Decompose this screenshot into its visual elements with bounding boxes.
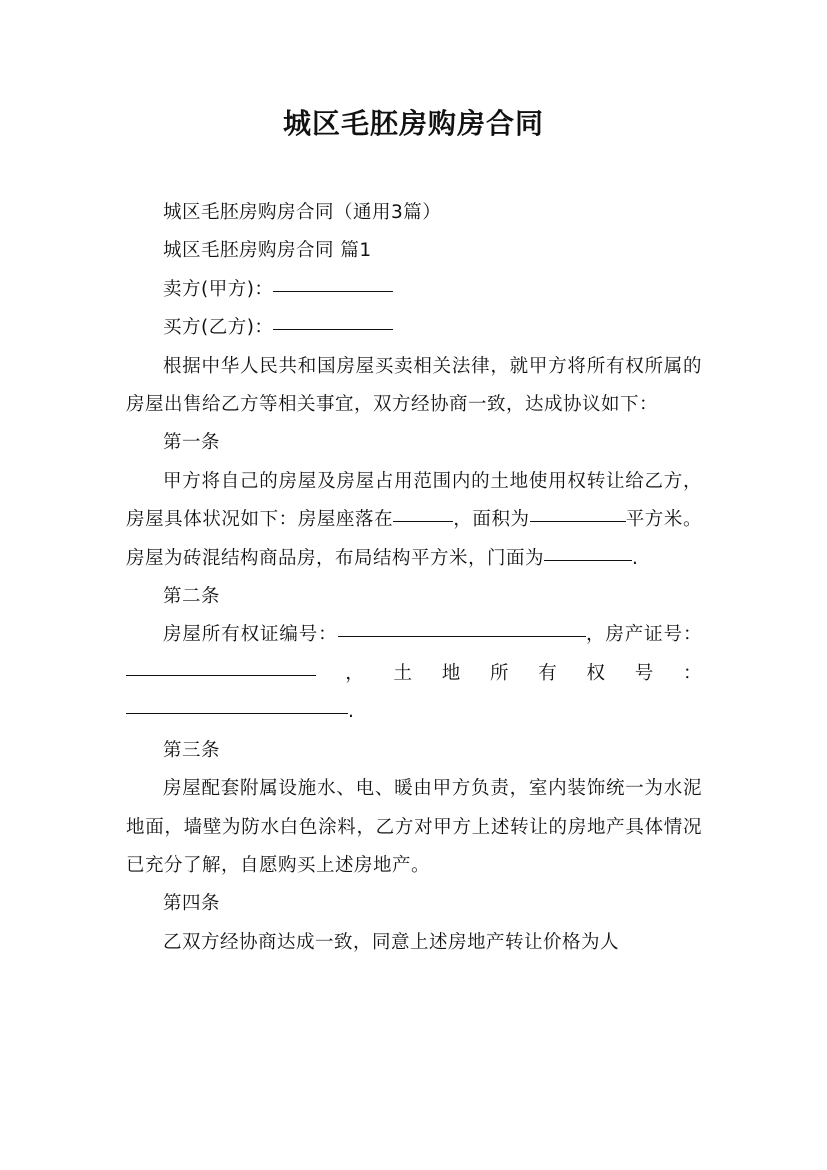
document-title: 城区毛胚房购房合同	[282, 107, 544, 140]
article-2-continuation	[126, 693, 702, 731]
article-1-heading: 第一条	[163, 432, 221, 454]
article-1-text-b: ，面积为	[453, 509, 530, 531]
document-subtitle: 城区毛胚房购房合同（通用3篇）	[163, 202, 442, 223]
seller-label: 卖方(甲方)：	[163, 278, 274, 300]
article-2-text-d: .	[348, 701, 355, 723]
article-2-text-a: 房屋所有权证编号：	[163, 624, 338, 646]
document-body	[126, 194, 702, 962]
article-1-text-a: 甲方将自己的房屋及房屋占用范围内的土地使用权转让给乙方，房屋具体状况如下：房屋座落在	[126, 470, 702, 531]
buyer-line	[126, 309, 702, 347]
article-2-text-b: ，房产证号：	[585, 624, 702, 646]
article-3-heading: 第三条	[163, 739, 221, 761]
ownership-certificate-blank	[338, 636, 586, 637]
property-certificate-blank	[126, 675, 316, 676]
seller-line	[126, 271, 702, 309]
article-1-text-d: .	[632, 547, 639, 569]
article-1-text-c: 平方米。房屋为砖混结构商品房，布局结构平方米，门面为	[126, 509, 702, 569]
intro-paragraph: 根据中华人民共和国房屋买卖相关法律，就甲方将所有权所属的房屋出售给乙方等相关事宜，双方经协商一致，达成协议如下：	[126, 355, 702, 416]
storefront-blank	[544, 560, 632, 561]
buyer-label: 买方(乙方)：	[163, 317, 274, 339]
location-blank	[393, 521, 453, 522]
area-blank	[530, 521, 626, 522]
article-3-paragraph: 房屋配套附属设施水、电、暖由甲方负责，室内装饰统一为水泥地面，墙壁为防水白色涂料，乙方对甲方上述转让的房地产具体情况已充分了解，自愿购买上述房地产。	[126, 778, 702, 876]
article-4-heading: 第四条	[163, 893, 221, 915]
chapter-heading: 城区毛胚房购房合同 篇1	[163, 240, 372, 262]
seller-blank	[273, 291, 393, 292]
article-4-paragraph: 乙双方经协商达成一致，同意上述房地产转让价格为人	[163, 931, 620, 953]
article-2-paragraph	[126, 616, 702, 693]
land-ownership-blank	[126, 713, 348, 714]
article-1-paragraph	[126, 463, 702, 578]
buyer-blank	[273, 329, 393, 330]
article-2-heading: 第二条	[163, 586, 221, 608]
article-2-text-c: ，土地所有权号：	[316, 662, 702, 684]
